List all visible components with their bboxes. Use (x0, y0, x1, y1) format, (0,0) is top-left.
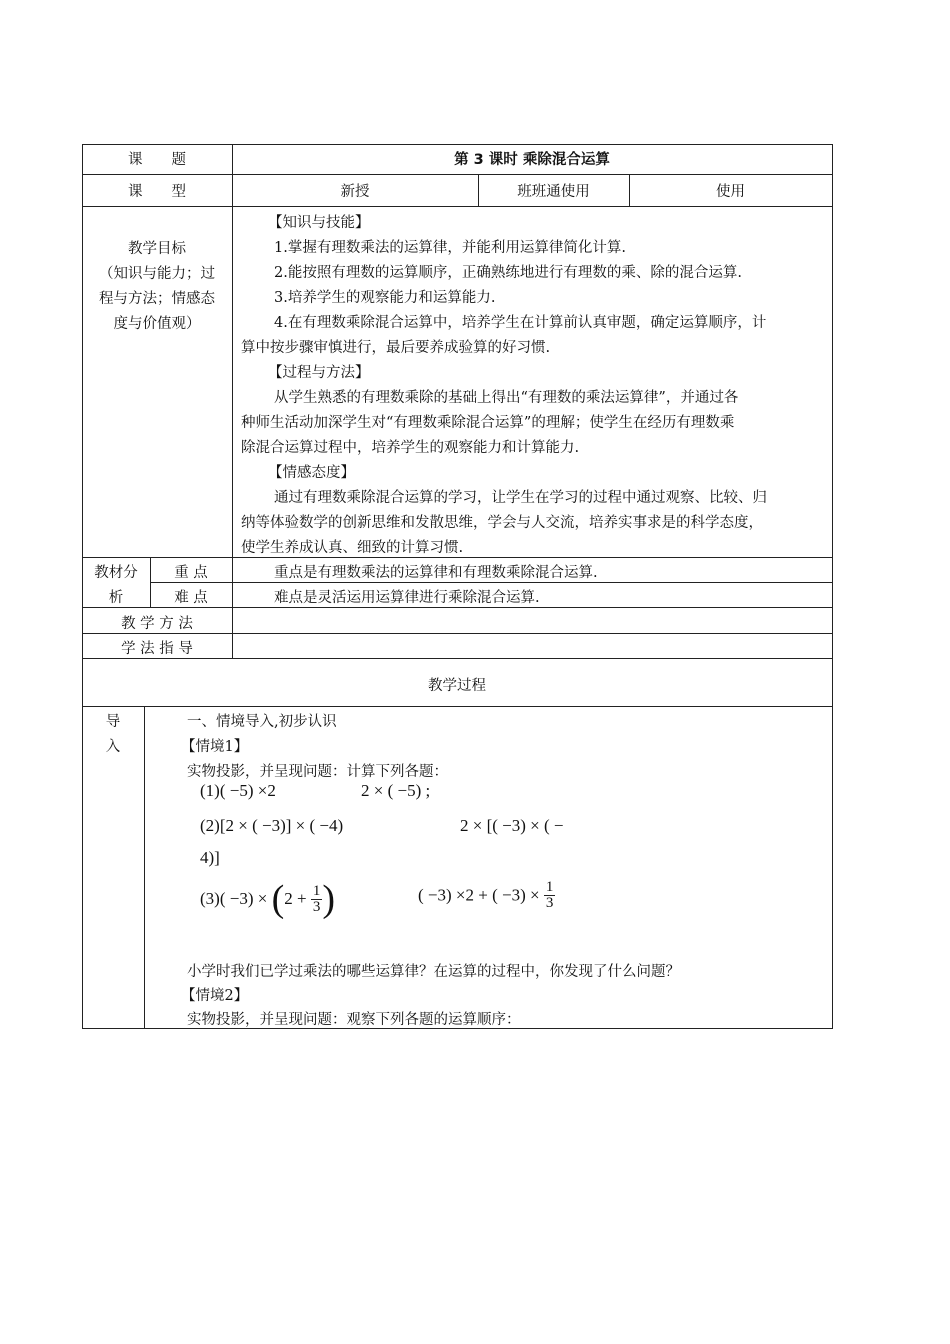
process-line: 从学生熟悉的有理数乘除的基础上得出“有理数的乘法运算律”，并通过各 (274, 390, 739, 406)
fraction-one-third (544, 880, 556, 911)
learning-guide-label: 学 法 指 导 (121, 641, 193, 657)
fraction-denominator: 3 (312, 898, 321, 915)
knowledge-item: 1.掌握有理数乘法的运算律，并能利用运算律简化计算. (274, 240, 626, 256)
usage: 使用 (716, 184, 745, 200)
scene1-heading: 【情境1】 (181, 739, 249, 755)
emotion-heading: 【情感态度】 (268, 465, 355, 481)
scene2-heading: 【情境2】 (181, 988, 249, 1004)
objectives-label: 教学目标 (128, 241, 186, 257)
key-point-text: 重点是有理数乘法的运算律和有理数乘除混合运算. (274, 565, 598, 581)
table-border-top (82, 144, 833, 145)
knowledge-item: 3.培养学生的观察能力和运算能力. (274, 290, 496, 306)
analysis-label: 析 (108, 590, 124, 606)
exercise-3a-prefix: (3)( −3) × (200, 889, 268, 908)
hard-point-label: 难 点 (174, 590, 208, 606)
hard-point-text: 难点是灵活运用运算律进行乘除混合运算. (274, 590, 540, 606)
process-line: 除混合运算过程中，培养学生的观察能力和计算能力. (241, 440, 580, 456)
intro-question: 小学时我们已学过乘法的哪些运算律？在运算的过程中，你发现了什么问题？ (187, 964, 680, 980)
objectives-label: 度与价值观） (113, 316, 201, 332)
emotion-line: 纳等体验数学的创新思维和发散思维，学会与人交流，培养实事求是的科学态度， (241, 515, 763, 531)
row-divider (82, 706, 833, 707)
exercise-2b: 2 × [( −3) × ( − (460, 816, 564, 835)
exercise-1a: (1)( −5) ×2 (200, 781, 276, 800)
objectives-label: 程与方法；情感态 (99, 291, 215, 307)
fraction-denominator: 3 (545, 895, 554, 911)
exercise-2a: (2)[2 × ( −3)] × ( −4) (200, 816, 344, 835)
fraction-numerator: 1 (312, 882, 321, 899)
table-border-right (832, 144, 833, 1029)
col-divider (232, 144, 233, 658)
paren-right: ) (322, 878, 335, 920)
row-divider (82, 658, 833, 659)
col-divider (144, 706, 145, 1028)
exercise-2c: 4)] (200, 848, 220, 867)
knowledge-heading: 【知识与技能】 (268, 215, 370, 231)
row-divider (82, 174, 833, 175)
scene1-text: 实物投影，并呈现问题：计算下列各题： (187, 764, 448, 780)
knowledge-item: 4.在有理数乘除混合运算中，培养学生在计算前认真审题，确定运算顺序，计 (274, 315, 767, 331)
row-divider (82, 206, 833, 207)
course-title: 第 3 课时 乘除混合运算 (454, 152, 610, 168)
row-divider (150, 582, 833, 583)
exercise-3b-text: ( −3) ×2 + ( −3) × (418, 885, 540, 905)
teaching-process-title: 教学过程 (428, 678, 486, 694)
paren-left: ( (271, 878, 285, 920)
exercise-3a (200, 880, 335, 918)
type-value: 新授 (340, 184, 370, 200)
type-label: 课 型 (128, 184, 186, 200)
course-label: 课 题 (128, 152, 186, 168)
emotion-line: 使学生养成认真、细致的计算习惯. (241, 540, 464, 556)
intro-label: 入 (105, 739, 121, 755)
objectives-label: （知识与能力；过 (99, 266, 215, 282)
exercise-3a-inner: 2 + (284, 889, 307, 908)
intro-label: 导 (105, 714, 121, 730)
class-usage: 班班通使用 (517, 184, 590, 200)
exercise-3b (418, 880, 555, 911)
analysis-label: 教材分 (94, 565, 138, 581)
teaching-method-label: 教 学 方 法 (121, 616, 193, 632)
intro-section-title: 一、情境导入,初步认识 (187, 714, 337, 730)
emotion-line: 通过有理数乘除混合运算的学习，让学生在学习的过程中通过观察、比较、归 (274, 490, 767, 506)
fraction-one-third (311, 884, 323, 915)
row-divider (82, 607, 833, 608)
key-point-label: 重 点 (174, 565, 208, 581)
fraction-numerator: 1 (545, 879, 554, 895)
scene2-text: 实物投影，并呈现问题：观察下列各题的运算顺序： (187, 1012, 521, 1028)
knowledge-item: 算中按步骤审慎进行，最后要养成验算的好习惯. (241, 340, 551, 356)
knowledge-item: 2.能按照有理数的运算顺序，正确熟练地进行有理数的乘、除的混合运算. (274, 265, 742, 281)
exercise-1b: 2 × ( −5) ; (361, 781, 431, 800)
row-divider (82, 557, 833, 558)
row-divider (82, 633, 833, 634)
process-heading: 【过程与方法】 (268, 365, 370, 381)
process-line: 种师生活动加深学生对“有理数乘除混合运算”的理解；使学生在经历有理数乘 (241, 415, 735, 431)
